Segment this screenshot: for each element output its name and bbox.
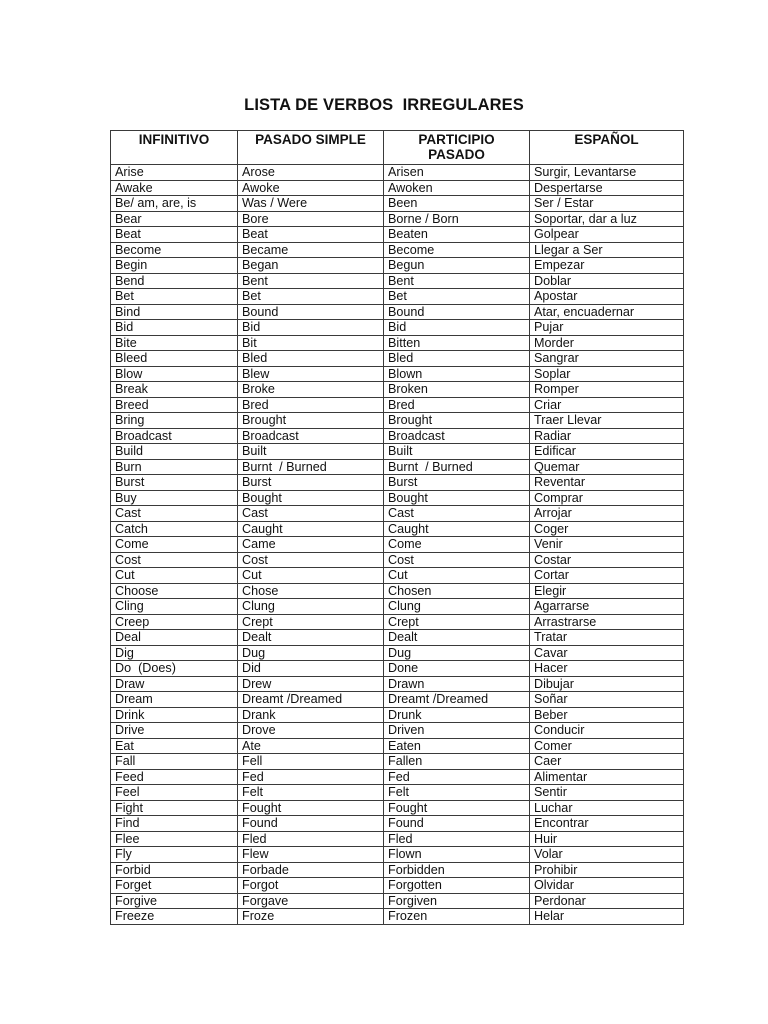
cell-espanol: Encontrar <box>530 816 684 832</box>
cell-participio-pasado: Blown <box>384 366 530 382</box>
cell-infinitivo: Deal <box>111 630 238 646</box>
table-row <box>111 289 684 305</box>
cell-participio-pasado: Bent <box>384 273 530 289</box>
table-row <box>111 521 684 537</box>
table-header-row <box>111 131 684 165</box>
cell-espanol: Doblar <box>530 273 684 289</box>
cell-infinitivo: Break <box>111 382 238 398</box>
table-row <box>111 692 684 708</box>
cell-espanol: Quemar <box>530 459 684 475</box>
cell-espanol: Venir <box>530 537 684 553</box>
cell-infinitivo: Bend <box>111 273 238 289</box>
cell-pasado-simple: Drank <box>238 707 384 723</box>
cell-espanol: Empezar <box>530 258 684 274</box>
cell-pasado-simple: Broadcast <box>238 428 384 444</box>
cell-pasado-simple: Cost <box>238 552 384 568</box>
cell-pasado-simple: Beat <box>238 227 384 243</box>
table-row <box>111 320 684 336</box>
table-row <box>111 568 684 584</box>
cell-espanol: Costar <box>530 552 684 568</box>
cell-infinitivo: Forget <box>111 878 238 894</box>
cell-infinitivo: Bear <box>111 211 238 227</box>
table-row <box>111 490 684 506</box>
cell-pasado-simple: Bent <box>238 273 384 289</box>
cell-participio-pasado: Caught <box>384 521 530 537</box>
table-row <box>111 707 684 723</box>
table-row <box>111 661 684 677</box>
cell-espanol: Conducir <box>530 723 684 739</box>
cell-pasado-simple: Bit <box>238 335 384 351</box>
cell-infinitivo: Feed <box>111 769 238 785</box>
cell-infinitivo: Freeze <box>111 909 238 925</box>
cell-participio-pasado: Cast <box>384 506 530 522</box>
cell-participio-pasado: Found <box>384 816 530 832</box>
cell-infinitivo: Be/ am, are, is <box>111 196 238 212</box>
cell-infinitivo: Catch <box>111 521 238 537</box>
cell-pasado-simple: Awoke <box>238 180 384 196</box>
table-row <box>111 537 684 553</box>
table-row <box>111 165 684 181</box>
cell-espanol: Arrastrarse <box>530 614 684 630</box>
cell-pasado-simple: Bound <box>238 304 384 320</box>
cell-infinitivo: Burst <box>111 475 238 491</box>
table-row <box>111 847 684 863</box>
table-row <box>111 909 684 925</box>
table-row <box>111 180 684 196</box>
cell-participio-pasado: Burnt / Burned <box>384 459 530 475</box>
cell-infinitivo: Begin <box>111 258 238 274</box>
table-row <box>111 583 684 599</box>
cell-participio-pasado: Borne / Born <box>384 211 530 227</box>
table-row <box>111 335 684 351</box>
cell-infinitivo: Come <box>111 537 238 553</box>
cell-espanol: Alimentar <box>530 769 684 785</box>
table-row <box>111 676 684 692</box>
header-participio-line1: PARTICIPIO <box>418 132 495 147</box>
cell-participio-pasado: Flown <box>384 847 530 863</box>
table-row <box>111 444 684 460</box>
cell-infinitivo: Buy <box>111 490 238 506</box>
table-row <box>111 645 684 661</box>
cell-infinitivo: Cost <box>111 552 238 568</box>
cell-espanol: Morder <box>530 335 684 351</box>
table-row <box>111 351 684 367</box>
cell-espanol: Agarrarse <box>530 599 684 615</box>
cell-espanol: Surgir, Levantarse <box>530 165 684 181</box>
cell-pasado-simple: Brought <box>238 413 384 429</box>
cell-participio-pasado: Done <box>384 661 530 677</box>
cell-participio-pasado: Been <box>384 196 530 212</box>
cell-espanol: Cortar <box>530 568 684 584</box>
cell-espanol: Ser / Estar <box>530 196 684 212</box>
cell-pasado-simple: Became <box>238 242 384 258</box>
cell-infinitivo: Awake <box>111 180 238 196</box>
cell-pasado-simple: Felt <box>238 785 384 801</box>
cell-pasado-simple: Began <box>238 258 384 274</box>
header-pasado-simple: PASADO SIMPLE <box>238 131 384 165</box>
cell-espanol: Beber <box>530 707 684 723</box>
table-row <box>111 397 684 413</box>
header-espanol: ESPAÑOL <box>530 131 684 165</box>
cell-pasado-simple: Fought <box>238 800 384 816</box>
table-row <box>111 552 684 568</box>
cell-participio-pasado: Forbidden <box>384 862 530 878</box>
cell-pasado-simple: Built <box>238 444 384 460</box>
cell-pasado-simple: Bid <box>238 320 384 336</box>
cell-pasado-simple: Drew <box>238 676 384 692</box>
cell-pasado-simple: Came <box>238 537 384 553</box>
table-row <box>111 382 684 398</box>
cell-participio-pasado: Fallen <box>384 754 530 770</box>
table-row <box>111 227 684 243</box>
header-participio-pasado <box>384 131 530 165</box>
table-row <box>111 475 684 491</box>
cell-pasado-simple: Forgot <box>238 878 384 894</box>
cell-espanol: Coger <box>530 521 684 537</box>
cell-participio-pasado: Dealt <box>384 630 530 646</box>
cell-pasado-simple: Clung <box>238 599 384 615</box>
cell-espanol: Prohibir <box>530 862 684 878</box>
cell-pasado-simple: Did <box>238 661 384 677</box>
cell-infinitivo: Cling <box>111 599 238 615</box>
cell-participio-pasado: Broadcast <box>384 428 530 444</box>
cell-infinitivo: Breed <box>111 397 238 413</box>
table-row <box>111 893 684 909</box>
cell-pasado-simple: Drove <box>238 723 384 739</box>
cell-infinitivo: Broadcast <box>111 428 238 444</box>
table-body <box>111 165 684 925</box>
table-row <box>111 413 684 429</box>
cell-espanol: Edificar <box>530 444 684 460</box>
table-row <box>111 754 684 770</box>
cell-espanol: Olvidar <box>530 878 684 894</box>
irregular-verbs-table <box>110 130 684 925</box>
cell-participio-pasado: Cost <box>384 552 530 568</box>
table-row <box>111 878 684 894</box>
cell-infinitivo: Build <box>111 444 238 460</box>
cell-participio-pasado: Cut <box>384 568 530 584</box>
cell-infinitivo: Blow <box>111 366 238 382</box>
cell-participio-pasado: Bled <box>384 351 530 367</box>
cell-espanol: Comprar <box>530 490 684 506</box>
cell-infinitivo: Bite <box>111 335 238 351</box>
cell-infinitivo: Cut <box>111 568 238 584</box>
cell-espanol: Elegir <box>530 583 684 599</box>
cell-espanol: Reventar <box>530 475 684 491</box>
table-row <box>111 800 684 816</box>
cell-infinitivo: Flee <box>111 831 238 847</box>
cell-infinitivo: Dig <box>111 645 238 661</box>
cell-pasado-simple: Flew <box>238 847 384 863</box>
cell-participio-pasado: Bought <box>384 490 530 506</box>
cell-pasado-simple: Bled <box>238 351 384 367</box>
cell-participio-pasado: Arisen <box>384 165 530 181</box>
cell-pasado-simple: Burst <box>238 475 384 491</box>
cell-espanol: Hacer <box>530 661 684 677</box>
page-title: LISTA DE VERBOS IRREGULARES <box>244 96 524 114</box>
cell-espanol: Llegar a Ser <box>530 242 684 258</box>
table-row <box>111 630 684 646</box>
cell-espanol: Romper <box>530 382 684 398</box>
table-row <box>111 304 684 320</box>
cell-participio-pasado: Frozen <box>384 909 530 925</box>
table-row <box>111 242 684 258</box>
cell-espanol: Volar <box>530 847 684 863</box>
cell-participio-pasado: Crept <box>384 614 530 630</box>
cell-participio-pasado: Fled <box>384 831 530 847</box>
cell-participio-pasado: Bid <box>384 320 530 336</box>
cell-pasado-simple: Chose <box>238 583 384 599</box>
cell-infinitivo: Become <box>111 242 238 258</box>
cell-pasado-simple: Fled <box>238 831 384 847</box>
cell-espanol: Soñar <box>530 692 684 708</box>
table-row <box>111 428 684 444</box>
cell-espanol: Soportar, dar a luz <box>530 211 684 227</box>
cell-participio-pasado: Bred <box>384 397 530 413</box>
cell-infinitivo: Creep <box>111 614 238 630</box>
cell-pasado-simple: Forgave <box>238 893 384 909</box>
table-row <box>111 785 684 801</box>
cell-infinitivo: Bid <box>111 320 238 336</box>
cell-pasado-simple: Caught <box>238 521 384 537</box>
table-row <box>111 862 684 878</box>
table-row <box>111 459 684 475</box>
cell-participio-pasado: Begun <box>384 258 530 274</box>
cell-participio-pasado: Brought <box>384 413 530 429</box>
cell-participio-pasado: Built <box>384 444 530 460</box>
cell-infinitivo: Burn <box>111 459 238 475</box>
cell-participio-pasado: Bitten <box>384 335 530 351</box>
cell-espanol: Pujar <box>530 320 684 336</box>
cell-pasado-simple: Blew <box>238 366 384 382</box>
table-row <box>111 258 684 274</box>
cell-pasado-simple: Froze <box>238 909 384 925</box>
cell-participio-pasado: Fought <box>384 800 530 816</box>
cell-espanol: Soplar <box>530 366 684 382</box>
cell-pasado-simple: Fell <box>238 754 384 770</box>
cell-espanol: Criar <box>530 397 684 413</box>
header-participio-line2: PASADO <box>428 147 485 162</box>
cell-pasado-simple: Dug <box>238 645 384 661</box>
cell-pasado-simple: Fed <box>238 769 384 785</box>
table-row <box>111 366 684 382</box>
table-row <box>111 506 684 522</box>
cell-infinitivo: Forbid <box>111 862 238 878</box>
cell-infinitivo: Beat <box>111 227 238 243</box>
cell-pasado-simple: Arose <box>238 165 384 181</box>
cell-pasado-simple: Ate <box>238 738 384 754</box>
cell-infinitivo: Bind <box>111 304 238 320</box>
cell-pasado-simple: Was / Were <box>238 196 384 212</box>
cell-infinitivo: Eat <box>111 738 238 754</box>
cell-pasado-simple: Bred <box>238 397 384 413</box>
cell-espanol: Sentir <box>530 785 684 801</box>
cell-participio-pasado: Broken <box>384 382 530 398</box>
cell-pasado-simple: Cut <box>238 568 384 584</box>
cell-participio-pasado: Become <box>384 242 530 258</box>
cell-pasado-simple: Bore <box>238 211 384 227</box>
cell-espanol: Caer <box>530 754 684 770</box>
cell-participio-pasado: Dug <box>384 645 530 661</box>
cell-espanol: Traer Llevar <box>530 413 684 429</box>
cell-espanol: Cavar <box>530 645 684 661</box>
cell-infinitivo: Do (Does) <box>111 661 238 677</box>
cell-participio-pasado: Fed <box>384 769 530 785</box>
cell-pasado-simple: Burnt / Burned <box>238 459 384 475</box>
cell-infinitivo: Draw <box>111 676 238 692</box>
cell-infinitivo: Fight <box>111 800 238 816</box>
cell-espanol: Huir <box>530 831 684 847</box>
table-row <box>111 211 684 227</box>
cell-participio-pasado: Forgiven <box>384 893 530 909</box>
cell-espanol: Atar, encuadernar <box>530 304 684 320</box>
cell-espanol: Apostar <box>530 289 684 305</box>
header-infinitivo: INFINITIVO <box>111 131 238 165</box>
cell-espanol: Perdonar <box>530 893 684 909</box>
table-row <box>111 738 684 754</box>
cell-pasado-simple: Forbade <box>238 862 384 878</box>
cell-participio-pasado: Driven <box>384 723 530 739</box>
cell-participio-pasado: Chosen <box>384 583 530 599</box>
cell-infinitivo: Choose <box>111 583 238 599</box>
cell-pasado-simple: Cast <box>238 506 384 522</box>
cell-espanol: Golpear <box>530 227 684 243</box>
cell-infinitivo: Feel <box>111 785 238 801</box>
cell-infinitivo: Find <box>111 816 238 832</box>
cell-infinitivo: Dream <box>111 692 238 708</box>
cell-participio-pasado: Dreamt /Dreamed <box>384 692 530 708</box>
cell-pasado-simple: Crept <box>238 614 384 630</box>
cell-espanol: Sangrar <box>530 351 684 367</box>
cell-infinitivo: Arise <box>111 165 238 181</box>
cell-participio-pasado: Forgotten <box>384 878 530 894</box>
cell-infinitivo: Bet <box>111 289 238 305</box>
cell-espanol: Comer <box>530 738 684 754</box>
cell-pasado-simple: Bought <box>238 490 384 506</box>
table-row <box>111 599 684 615</box>
cell-infinitivo: Forgive <box>111 893 238 909</box>
cell-participio-pasado: Clung <box>384 599 530 615</box>
cell-participio-pasado: Bet <box>384 289 530 305</box>
table-row <box>111 273 684 289</box>
cell-pasado-simple: Dreamt /Dreamed <box>238 692 384 708</box>
cell-espanol: Helar <box>530 909 684 925</box>
cell-espanol: Tratar <box>530 630 684 646</box>
table-row <box>111 614 684 630</box>
cell-participio-pasado: Drunk <box>384 707 530 723</box>
cell-participio-pasado: Burst <box>384 475 530 491</box>
cell-participio-pasado: Felt <box>384 785 530 801</box>
cell-participio-pasado: Come <box>384 537 530 553</box>
cell-infinitivo: Bleed <box>111 351 238 367</box>
cell-espanol: Despertarse <box>530 180 684 196</box>
cell-infinitivo: Fall <box>111 754 238 770</box>
cell-pasado-simple: Broke <box>238 382 384 398</box>
table-row <box>111 196 684 212</box>
cell-infinitivo: Drink <box>111 707 238 723</box>
table-row <box>111 831 684 847</box>
cell-infinitivo: Bring <box>111 413 238 429</box>
cell-pasado-simple: Bet <box>238 289 384 305</box>
cell-participio-pasado: Beaten <box>384 227 530 243</box>
table-row <box>111 816 684 832</box>
cell-espanol: Luchar <box>530 800 684 816</box>
cell-pasado-simple: Found <box>238 816 384 832</box>
table-row <box>111 769 684 785</box>
cell-participio-pasado: Eaten <box>384 738 530 754</box>
cell-participio-pasado: Bound <box>384 304 530 320</box>
cell-espanol: Dibujar <box>530 676 684 692</box>
cell-espanol: Radiar <box>530 428 684 444</box>
cell-participio-pasado: Drawn <box>384 676 530 692</box>
cell-pasado-simple: Dealt <box>238 630 384 646</box>
cell-participio-pasado: Awoken <box>384 180 530 196</box>
cell-infinitivo: Fly <box>111 847 238 863</box>
cell-espanol: Arrojar <box>530 506 684 522</box>
cell-infinitivo: Drive <box>111 723 238 739</box>
table-row <box>111 723 684 739</box>
cell-infinitivo: Cast <box>111 506 238 522</box>
